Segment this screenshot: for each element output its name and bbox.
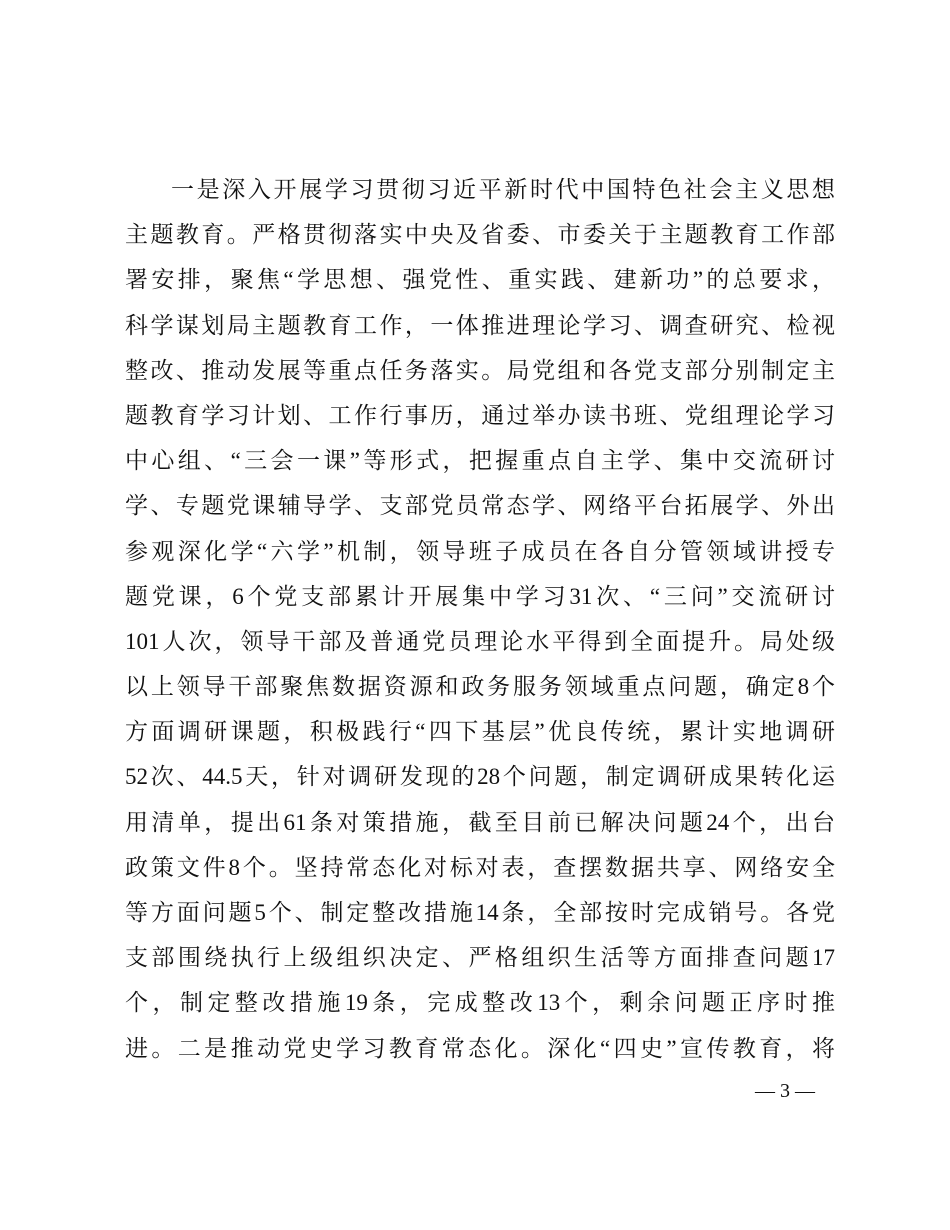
paragraph-line: 参观深化学“六学”机制，领导班子成员在各自分管领域讲授专 (125, 538, 835, 564)
paragraph-line: 一是深入开展学习贯彻习近平新时代中国特色社会主义思想 (171, 177, 835, 202)
paragraph-line: 101人次，领导干部及普通党员理论水平得到全面提升。局处级 (125, 628, 835, 654)
paragraph-line: 方面调研课题，积极践行“四下基层”优良传统，累计实地调研 (125, 719, 835, 745)
paragraph-line: 政策文件8个。坚持常态化对标对表，查摆数据共享、网络安全 (125, 854, 835, 880)
paragraph-line: 支部围绕执行上级组织决定、严格组织生活等方面排查问题17 (125, 945, 835, 971)
paragraph-line: 题党课，6个党支部累计开展集中学习31次、“三问”交流研讨 (125, 583, 835, 609)
page-number: — 3 — (755, 1080, 815, 1102)
body-paragraph (125, 167, 835, 1071)
paragraph-line: 进。二是推动党史学习教育常态化。深化“四史”宣传教育，将 (125, 1035, 835, 1061)
paragraph-line: 等方面问题5个、制定整改措施14条，全部按时完成销号。各党 (125, 900, 835, 925)
paragraph-line: 个，制定整改措施19条，完成整改13个，剩余问题正序时推 (125, 990, 835, 1016)
paragraph-line: 用清单，提出61条对策措施，截至目前已解决问题24个，出台 (125, 809, 835, 835)
paragraph-line: 52次、44.5天，针对调研发现的28个问题，制定调研成果转化运 (125, 764, 835, 790)
paragraph-line: 以上领导干部聚焦数据资源和政务服务领域重点问题，确定8个 (125, 674, 835, 700)
paragraph-line: 中心组、“三会一课”等形式，把握重点自主学、集中交流研讨 (125, 448, 835, 474)
paragraph-line: 题教育学习计划、工作行事历，通过举办读书班、党组理论学习 (125, 402, 835, 428)
paragraph-line: 学、专题党课辅导学、支部党员常态学、网络平台拓展学、外出 (125, 493, 835, 519)
paragraph-line: 科学谋划局主题教育工作，一体推进理论学习、调查研究、检视 (125, 312, 835, 338)
paragraph-line: 主题教育。严格贯彻落实中央及省委、市委关于主题教育工作部 (125, 222, 835, 248)
paragraph-line: 整改、推动发展等重点任务落实。局党组和各党支部分别制定主 (125, 357, 835, 383)
paragraph-line: 署安排，聚焦“学思想、强党性、重实践、建新功”的总要求， (125, 267, 835, 293)
